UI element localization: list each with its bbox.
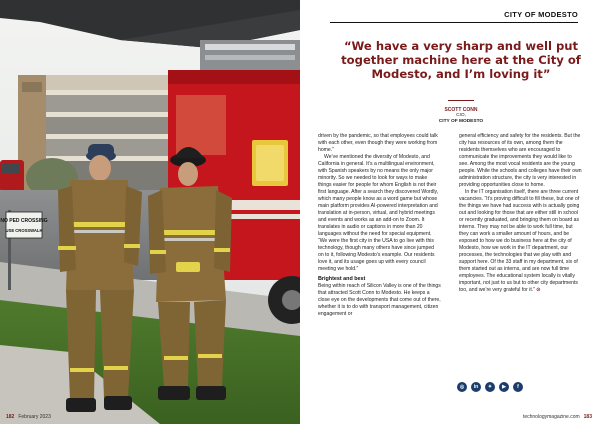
- column2-paragraph-2: [459, 189, 582, 294]
- issue-date: February 2023: [18, 414, 51, 420]
- article-column-1: [318, 133, 441, 318]
- linkedin-icon[interactable]: in: [471, 382, 481, 392]
- column1-paragraph-2: We’ve mentioned the diversity of Modesto, and California in general. It’s a multilingual environment, with Spanish speakers by no means the only major minority. So we needed to look for ways to make things easier for people for whom English is not their first language. After a search they discovered Wordly, which many people know as a word game but whose main platform provides AI-powered interpretation and translation at in-person, virtual, and hybrid meetings and events and works as an add-on to Zoom. It translates in audio or captions in more than 20 languages without the need for special equipment. “We were the first city in the USA to go live with this technology, though many others have since jumped on to it, following Modesto’s example. Our residents love it, and its usage goes up with every council meeting we hold.”: [318, 154, 439, 272]
- website: technologymagazine.com: [522, 414, 580, 420]
- column2-paragraph-2-text: In the IT organisation itself, there are three current vacancies. “It’s proving difficult to fill these, but one of the things we have had success with is actually going out and looking for those that are either still in school or recently graduated, and bringing them on board as interns. They may not be able to work full time, but they can work a smaller amount of hours, and be exposed to how we do business here at the city of Modesto, how we work in the IT department, our processes, the technologies that we play with and support here. Of the 33 staff in my department, six of them started out as interns, and are now full time employees. The educational system locally is vitally important, not just to us but to other city departments too, and we’re very grateful for it.”: [459, 189, 580, 293]
- pull-quote: “We have a very sharp and well put together machine here at the City of Modesto, and I’m loving it”: [341, 39, 581, 82]
- sign-line-1: NO PED CROSSING: [0, 218, 48, 224]
- end-mark-icon: ⊙: [536, 287, 541, 293]
- column1-paragraph-3: Being within reach of Silicon Valley is one of the things that attracted Scott Conn to Modesto. He keeps a close eye on the developments that come out of there, whether it is to do with transport management, citizen engagement or: [318, 283, 441, 317]
- quote-divider: [448, 100, 474, 101]
- article-page: [300, 0, 600, 424]
- section-label: CITY OF MODESTO: [504, 10, 578, 19]
- facebook-icon[interactable]: f: [513, 382, 523, 392]
- column1-paragraph-1: driven by the pandemic, so that employees could talk with each other, even though they were working from home.”: [318, 133, 438, 153]
- subheading: Brightest and best: [318, 276, 366, 282]
- section-rule: [330, 22, 578, 23]
- right-folio: [523, 414, 592, 420]
- left-folio: [6, 414, 51, 420]
- web-icon[interactable]: ◎: [457, 382, 467, 392]
- article-column-2: [459, 133, 582, 294]
- social-icons: [457, 382, 523, 392]
- sign-line-2: USE CROSSWALK: [5, 228, 43, 233]
- twitter-icon[interactable]: ✦: [485, 382, 495, 392]
- column2-paragraph-1: general efficiency and safety for the residents. But the city has resources of its own, among them the residents themselves who are encouraged to communicate the improvements they would like to see. Among the most vocal residents are the young people. While the schools and colleges have their own administration structure, the city is very interested in providing opportunities close to home.: [459, 133, 582, 188]
- left-page-number: 182: [6, 414, 15, 420]
- right-page-number: 183: [583, 414, 592, 420]
- attribution-name: SCOTT CONN: [444, 107, 478, 113]
- youtube-icon[interactable]: ▶: [499, 382, 509, 392]
- attribution-role: CIO,: [456, 113, 466, 118]
- attribution-org: CITY OF MODESTO: [438, 119, 484, 124]
